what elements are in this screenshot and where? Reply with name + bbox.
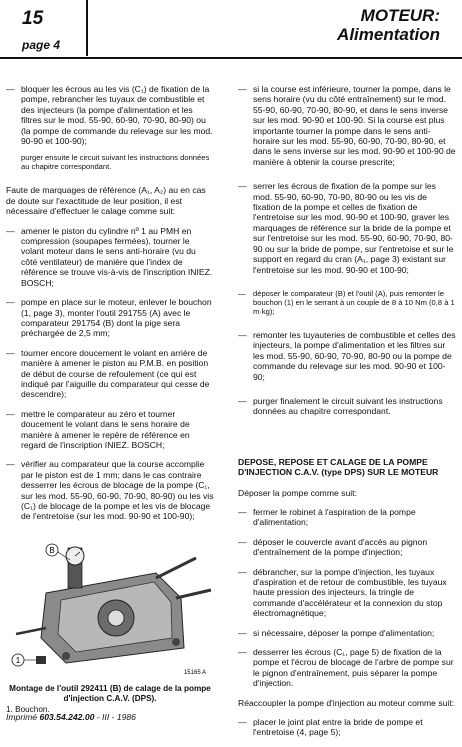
pump-figure (6, 538, 214, 678)
page-label: page 4 (22, 38, 61, 52)
list-item: — vérifier au comparateur que la course accomplie par le piston est de 1 mm; dans le cas contraire desserrer les écrous de blocage de la pompe (C₁, sur les mod. 55-90, 60-90, 70-90, 80-90) ou les vis (C₁) de blocage de la pompe et les vis de blocage de l'entretoise (sur les mod. 90-90 et 100-90); (6, 459, 214, 521)
figure-caption: Montage de l'outil 292411 (B) de calage de la pompe d'injection C.A.V. (DPS). (9, 683, 211, 703)
list-item: — mettre le comparateur au zéro et tourner doucement le volant dans le sens horaire de manière à amener le repère de référence en regard de l'inscription INIEZ. BOSCH; (6, 409, 214, 451)
intro-text: Faute de marquages de référence (A₁, A₂) au en cas de doute sur l'exactitude de leur position, il est nécessaire d'effectuer le calage comme suit: (6, 185, 206, 217)
section-subtitle: Alimentation (337, 25, 440, 44)
figure-label-1: 1 (15, 655, 21, 665)
outro-text: Réaccoupler la pompe d'injection au moteur comme suit: (238, 697, 455, 708)
left-column (6, 84, 214, 716)
list-item: — déposer le couvercle avant d'accès au pignon d'entraînement de la pompe d'injection; (238, 537, 456, 558)
footer-suffix: - III - 1986 (94, 712, 136, 722)
header-rule (0, 57, 462, 59)
list-item: — amener le piston du cylindre nº 1 au PMH en compression (soupapes fermées), tourner le volant moteur dans le sens anti-horaire (vu du côté ventilateur) de manière que l'index de référence se trouve vis-à-vis de l'inscription INIEZ. BOSCH; (6, 226, 214, 288)
list-item: — placer le joint plat entre la bride de pompe et l'entretoise (4, page 5); (238, 717, 456, 738)
section-title: MOTEUR: (360, 6, 440, 25)
footer-code: 603.54.242.00 (39, 712, 95, 722)
list-item: — pompe en place sur le moteur, enlever le bouchon (1, page 3), monter l'outil 291755 (A) avec le comparateur 291754 (B) dont la pige sera préchargée de 2,5 mm; (6, 297, 214, 339)
figure-label-b: B (49, 545, 55, 555)
list-item: — tourner encore doucement le volant en arrière de manière à amener le piston au P.M.B. en position de début de course de refoulement (ce qui est indiqué par l'aiguille du comparateur qui cesse de descendre); (6, 348, 214, 400)
list-item: — si nécessaire, déposer la pompe d'alimentation; (238, 628, 456, 638)
note-text: purger ensuite le circuit suivant les instructions données au chapitre correspondant. (21, 153, 210, 172)
list-item: — bloquer les écrous au les vis (C₁) de fixation de la pompe, rebrancher les tuyaux de combustible et des injecteurs (la pompe d'alimentation et les filtres sur le mod. 55-90, 60-90, 70-90, 80-90) ou (la pompe de commande du relevage sur les mod. 90-90 et 100-90); (6, 84, 214, 146)
header-left-box (0, 0, 88, 56)
footer-prefix: Imprimé (6, 712, 40, 722)
list-item: — si la course est inférieure, tourner la pompe, dans le sens horaire (vu du côté entraînement) sur le mod. 55-90, 60-90, 70-90, 80-90, et dans le sens inverse sur les mod. 90-90 et 100-90. Si la course est plus importante tourner la pompe dans le sens anti-horaire sur les mod. 55-90, 60-90, 70-90, 80-90, et dans le sens inverse sur les mod. 90-90 et 100-90 de manière à obtenir la course prescrite; (238, 84, 456, 167)
injection-pump-illustration (6, 538, 214, 678)
list-item: — remonter les tuyauteries de combustible et celles des injecteurs, la pompe d'alimentation et les filtres sur les mod. 55-90, 60-90, 70-90, 80-90 ou la pompe de commande du relevage sur les mod. 90-90 et 100-90; (238, 330, 456, 382)
figure-legend: 1. Bouchon. (6, 705, 50, 715)
list-item: — serrer les écrous de fixation de la pompe sur les mod. 55-90, 60-90, 70-90, 80-90 ou les vis de fixation de la pompe et celles de fixation de l'entretoise sur les mod. 90-90 et 100-90, graver les marquages de référence sur la bride de la pompe et sur l'entretoise sur les mod. 55-90, 60-90, 70-90, 80-90 ou sur la bride de pompe, sur l'entretoise et sur le support en regard du cran (A₁, page 3) existant sur l'entretoise sur les mod. 90-90 et 100-90; (238, 181, 456, 275)
list-item: — purger finalement le circuit suivant les instructions données au chapitre correspondant. (238, 396, 456, 417)
intro-text: Déposer la pompe comme suit: (238, 487, 357, 498)
footer (6, 712, 136, 722)
page-number: 15 (22, 8, 44, 29)
right-column (238, 84, 456, 747)
list-item: — fermer le robinet à l'aspiration de la pompe d'alimentation; (238, 507, 456, 528)
section-heading: DEPOSE, REPOSE ET CALAGE DE LA POMPE D'INJECTION C.A.V. (type DPS) SUR LE MOTEUR (238, 456, 439, 478)
list-item: — desserrer les écrous (C₁, page 5) de fixation de la pompe et l'écrou de blocage de l'arbre de pompe sur le pignon d'entraînement, puis séparer la pompe d'injection. (238, 647, 456, 689)
list-item: — débrancher, sur la pompe d'injection, les tuyaux d'aspiration et de retour de combustible, les tuyaux haute pression des injecteurs, la tringle de commande d'accélérateur et la connexion du stop électromagnétique; (238, 567, 456, 619)
list-item: — déposer le comparateur (B) et l'outil (A), puis remonter le bouchon (1) en le serrant à un couple de 8 à 10 Nm (0,8 à 1 m·kg); (238, 289, 456, 316)
figure-ref: 15165 A (183, 669, 206, 676)
